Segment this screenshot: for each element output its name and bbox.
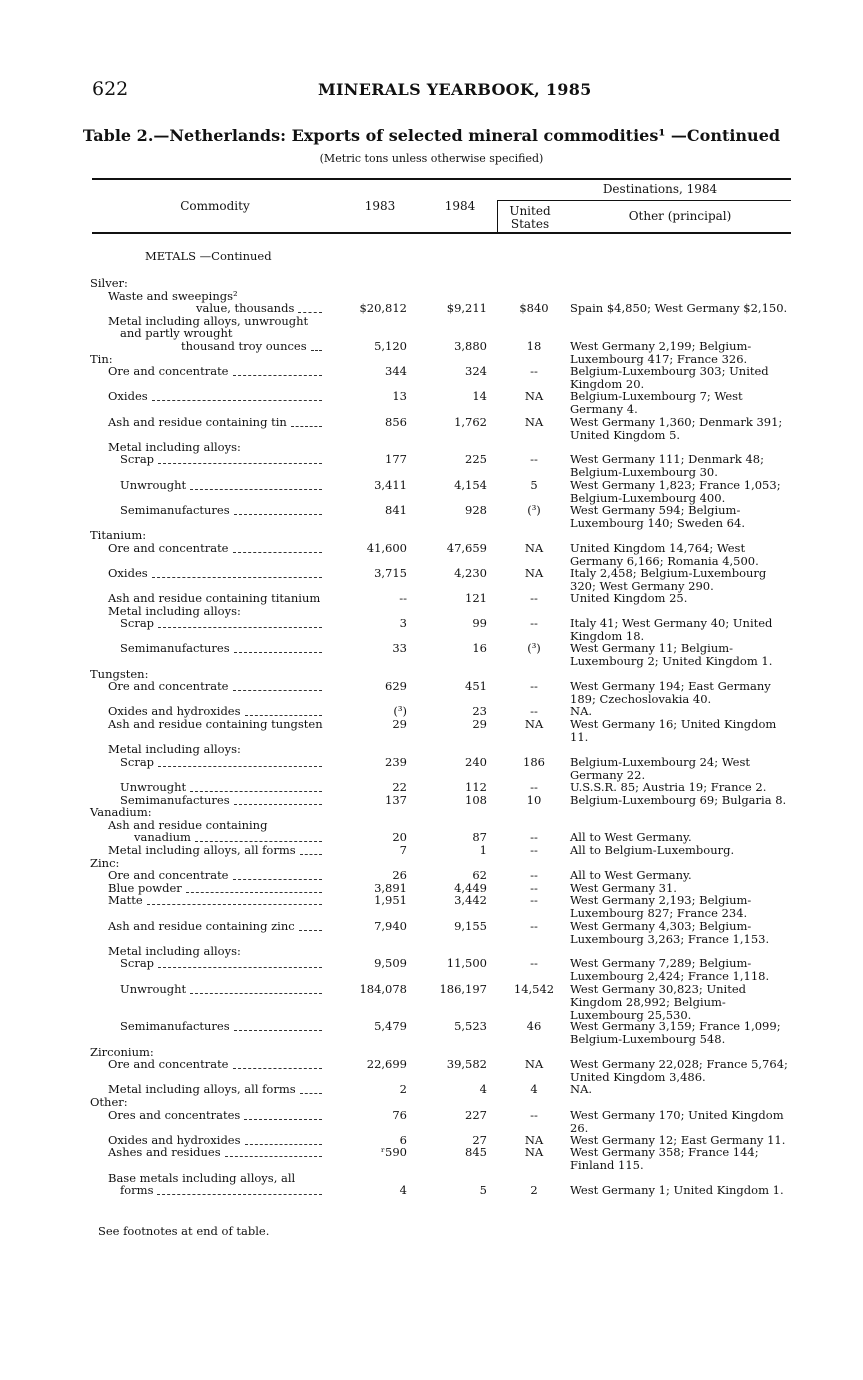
value-1984: 5 [479,1183,487,1198]
value-other-principal: West Germany 1,823; France 1,053; Belgium-Luxembourg 400. [570,477,781,505]
leader-dots [190,791,322,792]
us-column-divider [497,200,498,233]
value-1983: 3,891 [374,880,407,895]
commodity-label: Oxides [108,565,148,580]
value-1984: 14 [472,389,487,404]
value-united-states: -- [530,868,538,883]
commodity-label: Scrap [120,452,155,467]
leader-dots [300,1093,322,1094]
value-other-principal: West Germany 1; United Kingdom 1. [570,1183,784,1198]
value-1983: 4 [399,1183,407,1198]
value-1984: 4 [479,1082,487,1097]
leader-dots [225,1156,322,1157]
header-1983: 1983 [364,199,396,213]
value-1983: 841 [385,502,407,517]
value-1983: 22 [392,780,407,794]
value-1983: 5,120 [374,339,407,353]
value-other-principal: West Germany 22,028; France 5,764; United Kingdom 3,486. [570,1057,788,1085]
leader-dots [234,1030,322,1031]
value-united-states: -- [530,1107,538,1122]
value-other-principal: All to Belgium-Luxembourg. [570,843,735,857]
value-1983: 1,951 [374,893,407,908]
commodity-label: Titanium: [90,528,147,542]
leader-dots [234,652,322,653]
leader-dots [158,463,322,464]
value-united-states: -- [530,591,538,605]
value-other-principal: West Germany 7,289; Belgium-Luxembourg 2,424; France 1,118. [570,956,770,984]
value-1984: 39,582 [446,1057,487,1072]
value-other-principal: U.S.S.R. 85; Austria 19; France 2. [570,780,767,794]
value-1984: 1 [479,843,487,857]
value-1984: 324 [465,364,487,379]
value-1983: 41,600 [366,540,407,555]
value-united-states: NA [524,717,544,731]
commodity-label: thousand troy ounces [181,339,307,353]
value-other-principal: West Germany 194; East Germany 189; Czechoslovakia 40. [570,679,771,707]
commodity-label: Ore and concentrate [108,540,229,555]
value-united-states: NA [524,414,544,429]
value-united-states: -- [530,918,538,933]
value-1983: 13 [392,389,407,404]
value-1984: $9,211 [446,301,487,316]
commodity-label: Ashes and residues [108,1145,221,1160]
value-other-principal: Italy 41; West Germany 40; United Kingdom 18. [570,616,773,644]
leader-dots [233,1068,323,1069]
commodity-label: Oxides and hydroxides [108,704,241,719]
value-1983: 629 [385,679,407,694]
value-other-principal: United Kingdom 14,764; West Germany 6,166; Romania 4,500. [570,540,759,568]
commodity-label: Ash and residue containing tungsten [108,717,323,731]
value-1984: 3,442 [454,893,487,908]
value-united-states: 14,542 [513,981,555,996]
commodity-label: Matte [108,893,143,908]
leader-dots [147,904,322,905]
value-united-states: -- [530,880,538,895]
commodity-label: Ore and concentrate [108,868,229,883]
value-other-principal: West Germany 2,193; Belgium-Luxembourg 827; France 234. [570,893,752,921]
commodity-label: Semimanufactures [120,792,230,807]
value-1984: 99 [472,616,487,631]
value-1983: 29 [392,717,407,731]
commodity-label: Ash and residue containing titanium [108,591,321,605]
value-1983: 33 [392,641,407,656]
commodity-label: Unwrought [120,780,187,794]
value-1984: 5,523 [454,1019,487,1034]
value-1983: $20,812 [359,301,407,316]
destinations-rule [497,200,791,201]
commodity-label: Ores and concentrates [108,1107,241,1122]
value-1984: 4,449 [454,880,487,895]
value-1983: 184,078 [359,981,407,996]
value-united-states: -- [530,704,538,719]
header-rule [92,232,791,234]
leader-dots [152,400,322,401]
value-united-states: NA [524,1057,544,1072]
commodity-label: Other: [90,1095,128,1109]
header-destinations: Destinations, 1984 [602,182,718,196]
leader-dots [158,967,322,968]
commodity-label: Metal including alloys: [108,943,241,958]
value-1984: 845 [465,1145,487,1160]
value-1984: 928 [465,502,487,517]
value-united-states: -- [530,452,538,467]
commodity-label: Oxides [108,389,148,404]
value-united-states: -- [530,843,538,857]
value-1984: 225 [465,452,487,467]
running-title: MINERALS YEARBOOK, 1985 [318,80,592,99]
value-1983: 3 [399,616,407,631]
value-1984: 47,659 [446,540,487,555]
value-1983: 9,509 [374,956,407,971]
section-heading: METALS —Continued [145,249,272,263]
value-1983: 22,699 [366,1057,407,1072]
leader-dots [186,892,322,893]
commodity-label: Metal including alloys: [108,742,241,757]
leader-dots [233,375,323,376]
value-united-states: 2 [530,1183,538,1198]
value-1983: 3,411 [374,477,407,492]
commodity-label: Zirconium: [90,1044,154,1059]
leader-dots [234,804,322,805]
value-1984: 27 [472,1132,487,1147]
value-1983: 3,715 [374,565,407,580]
value-1983: (³) [393,704,407,719]
commodity-label: Semimanufactures [120,641,230,656]
value-united-states: -- [530,830,538,845]
value-united-states: 10 [526,792,542,807]
value-united-states: -- [530,364,538,379]
value-other-principal: West Germany 4,303; Belgium-Luxembourg 3,263; France 1,153. [570,918,770,946]
value-1983: 5,479 [374,1019,407,1034]
header-commodity: Commodity [180,199,250,213]
value-united-states: -- [530,616,538,631]
commodity-label: Scrap [120,754,155,769]
value-1983: 7,940 [374,918,407,933]
commodity-label: Zinc: [90,855,120,870]
value-1983: 7 [399,843,407,857]
commodity-label: value, thousands [196,301,295,316]
value-other-principal: West Germany 31. [570,880,677,895]
value-1983: 20 [392,830,407,845]
commodity-label: Base metals including alloys, all [108,1170,296,1185]
value-1984: 9,155 [454,918,487,933]
value-other-principal: Belgium-Luxembourg 7; West Germany 4. [570,389,743,417]
value-1984: 11,500 [446,956,487,971]
leader-dots [152,577,322,578]
value-united-states: (³) [527,502,541,517]
value-1984: 4,230 [454,565,487,580]
commodity-label: Scrap [120,616,155,631]
value-united-states: $840 [519,301,549,316]
leader-dots [158,627,322,628]
table-subtitle: (Metric tons unless otherwise specified) [319,152,544,165]
value-1984: 87 [472,830,487,845]
value-1984: 29 [472,717,487,731]
commodity-label: Semimanufactures [120,502,230,517]
value-united-states: -- [530,679,538,694]
value-1984: 112 [465,780,487,794]
value-other-principal: West Germany 2,199; Belgium-Luxembourg 417; France 326. [570,339,752,366]
value-united-states: (³) [527,641,541,656]
commodity-label: Semimanufactures [120,1019,230,1034]
value-united-states: 18 [526,339,542,353]
value-other-principal: Belgium-Luxembourg 303; United Kingdom 20. [570,364,769,392]
commodity-label: Ash and residue containing zinc [108,918,295,933]
value-1983: -- [399,591,407,605]
value-1984: 3,880 [454,339,487,353]
value-other-principal: West Germany 1,360; Denmark 391; United Kingdom 5. [570,414,783,442]
leader-dots [300,854,322,855]
value-1984: 121 [465,591,487,605]
commodity-label: and partly wrought [120,326,233,341]
value-other-principal: NA. [570,704,593,719]
value-united-states: -- [530,780,538,794]
value-other-principal: Belgium-Luxembourg 69; Bulgaria 8. [570,792,787,807]
value-united-states: 4 [530,1082,538,1097]
value-1984: 451 [465,679,487,694]
value-united-states: -- [530,893,538,908]
value-1983: 137 [385,792,407,807]
value-other-principal: All to West Germany. [570,830,692,845]
value-other-principal: Belgium-Luxembourg 24; West Germany 22. [570,754,750,782]
commodity-label: forms [120,1183,154,1198]
value-1984: 4,154 [454,477,487,492]
value-other-principal: Spain $4,850; West Germany $2,150. [570,301,788,316]
value-1984: 108 [465,792,487,807]
value-1984: 227 [465,1107,487,1122]
value-other-principal: West Germany 170; United Kingdom 26. [570,1107,784,1135]
footnote-reference: See footnotes at end of table. [98,1224,270,1238]
value-1983: 856 [385,414,407,429]
value-1983: 6 [399,1132,407,1147]
leader-dots [244,1119,322,1120]
leader-dots [234,514,322,515]
leader-dots [158,766,322,767]
leader-dots [245,1144,322,1145]
value-other-principal: All to West Germany. [570,868,692,883]
value-other-principal: United Kingdom 25. [570,591,688,605]
value-united-states: 46 [526,1019,542,1034]
value-other-principal: West Germany 594; Belgium-Luxembourg 140; Sweden 64. [570,502,745,530]
value-other-principal: West Germany 16; United Kingdom 11. [570,717,777,744]
header-other-principal: Other (principal) [628,209,732,223]
commodity-label: Unwrought [120,477,187,492]
value-united-states: -- [530,956,538,971]
commodity-label: Vanadium: [90,805,152,820]
value-united-states: NA [524,1132,544,1147]
top-rule [92,178,791,180]
leader-dots [233,552,323,553]
value-other-principal: West Germany 11; Belgium-Luxembourg 2; United Kingdom 1. [570,641,773,669]
value-1983: 26 [392,868,407,883]
commodity-label: Ore and concentrate [108,364,229,379]
commodity-label: Scrap [120,956,155,971]
value-united-states: NA [524,540,544,555]
value-1983: 344 [385,364,407,379]
value-1983: 177 [385,452,407,467]
value-other-principal: West Germany 111; Denmark 48; Belgium-Luxembourg 30. [570,452,764,480]
value-1983: 239 [385,754,407,769]
leader-dots [291,426,322,427]
commodity-label: Silver: [90,276,128,290]
value-1983: ʳ590 [381,1145,407,1160]
commodity-label: Ash and residue containing tin [108,414,287,429]
commodity-label: Metal including alloys: [108,439,241,454]
commodity-label: Unwrought [120,981,187,996]
value-united-states: 5 [530,477,538,492]
value-1984: 186,197 [439,981,487,996]
value-other-principal: NA. [570,1082,593,1097]
value-united-states: 186 [523,754,545,769]
value-united-states: NA [524,1145,544,1160]
value-1984: 1,762 [454,414,487,429]
value-1984: 23 [472,704,487,719]
value-other-principal: Italy 2,458; Belgium-Luxembourg 320; West Germany 290. [570,565,767,593]
commodity-label: Ore and concentrate [108,679,229,694]
commodity-label: Metal including alloys: [108,603,241,618]
value-united-states: NA [524,565,544,580]
commodity-label: Metal including alloys, all forms [108,843,296,857]
header-united-states: United States [509,204,551,231]
leader-dots [157,1194,322,1195]
commodity-label: Tungsten: [90,666,149,681]
value-1984: 62 [472,868,487,883]
value-other-principal: West Germany 12; East Germany 11. [570,1132,786,1147]
page-number: 622 [92,78,129,100]
commodity-label: Tin: [90,351,113,366]
commodity-label: Blue powder [108,880,182,895]
commodity-label: Waste and sweepings² [108,288,238,303]
leader-dots [299,930,322,931]
commodity-label: Metal including alloys, unwrought [108,313,309,328]
leader-dots [233,879,323,880]
value-other-principal: West Germany 30,823; United Kingdom 28,992; Belgium-Luxembourg 25,530. [570,981,747,1022]
value-united-states: NA [524,389,544,404]
commodity-label: vanadium [134,830,191,845]
value-1984: 16 [472,641,487,656]
commodity-label: Ash and residue containing [108,817,268,832]
commodity-label: Oxides and hydroxides [108,1132,241,1147]
leader-dots [190,489,322,490]
commodity-label: Ore and concentrate [108,1057,229,1072]
commodity-label: Metal including alloys, all forms [108,1082,296,1097]
value-1984: 240 [465,754,487,769]
value-other-principal: West Germany 3,159; France 1,099; Belgium-Luxembourg 548. [570,1019,781,1047]
leader-dots [311,350,322,351]
value-1983: 2 [399,1082,407,1097]
header-1984: 1984 [444,199,476,213]
table-title: Table 2.—Netherlands: Exports of selected mineral commodities¹ —Continued [82,126,781,145]
value-1983: 76 [392,1107,407,1122]
leader-dots [190,993,322,994]
value-other-principal: West Germany 358; France 144; Finland 115. [570,1145,759,1173]
leader-dots [233,690,323,691]
